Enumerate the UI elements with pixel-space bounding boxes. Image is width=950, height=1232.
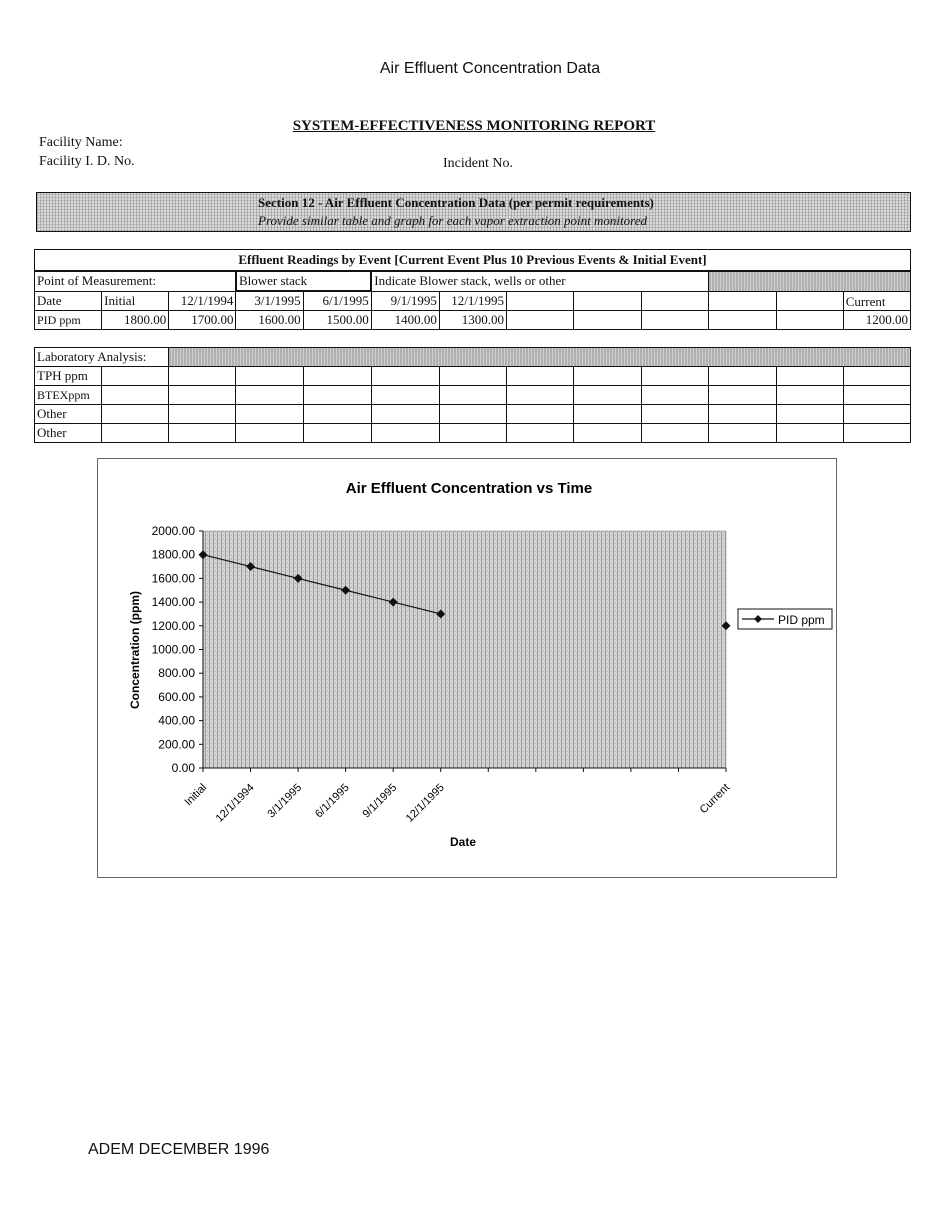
y-tick-label: 200.00 bbox=[158, 737, 195, 752]
shaded-cell bbox=[709, 271, 911, 291]
lab-value-cell[interactable] bbox=[303, 386, 371, 405]
facility-name-label: Facility Name: bbox=[39, 135, 123, 150]
lab-value-cell[interactable] bbox=[303, 367, 371, 386]
section-title: Section 12 - Air Effluent Concentration Data (per permit requirements) bbox=[258, 195, 654, 210]
lab-row bbox=[35, 367, 911, 386]
page-title: Air Effluent Concentration Data bbox=[379, 60, 601, 77]
lab-value-cell[interactable] bbox=[236, 367, 303, 386]
x-tick-label: 12/1/1995 bbox=[403, 781, 447, 825]
lab-row-label: Other bbox=[35, 424, 102, 443]
legend-label: PID ppm bbox=[778, 613, 825, 627]
pid-value-cell[interactable] bbox=[574, 311, 642, 330]
point-value[interactable]: Blower stack bbox=[236, 271, 371, 291]
plot-area bbox=[203, 531, 726, 768]
lab-value-cell[interactable] bbox=[439, 405, 506, 424]
lab-value-cell[interactable] bbox=[439, 367, 506, 386]
pid-value-cell[interactable] bbox=[709, 311, 776, 330]
date-cell[interactable]: Current bbox=[843, 291, 910, 311]
lab-value-cell[interactable] bbox=[169, 367, 236, 386]
x-tick-label: 3/1/1995 bbox=[265, 781, 305, 821]
date-row bbox=[35, 291, 911, 311]
lab-value-cell[interactable] bbox=[169, 424, 236, 443]
x-tick-label: 6/1/1995 bbox=[312, 781, 352, 821]
effluent-table bbox=[34, 270, 911, 330]
date-cell[interactable]: 3/1/1995 bbox=[236, 291, 303, 311]
lab-header-label: Laboratory Analysis: bbox=[35, 348, 169, 367]
lab-value-cell[interactable] bbox=[642, 367, 709, 386]
lab-value-cell[interactable] bbox=[776, 367, 843, 386]
lab-value-cell[interactable] bbox=[776, 386, 843, 405]
lab-row bbox=[35, 386, 911, 405]
date-cell[interactable] bbox=[574, 291, 642, 311]
pid-value-cell[interactable]: 1500.00 bbox=[303, 311, 371, 330]
lab-value-cell[interactable] bbox=[843, 424, 910, 443]
shaded-cell bbox=[169, 348, 911, 367]
date-cell[interactable]: 6/1/1995 bbox=[303, 291, 371, 311]
date-cell[interactable] bbox=[642, 291, 709, 311]
x-tick-label: 12/1/1994 bbox=[213, 781, 257, 825]
lab-analysis-table bbox=[34, 347, 911, 443]
lab-row bbox=[35, 424, 911, 443]
y-tick-label: 400.00 bbox=[158, 713, 195, 728]
lab-value-cell[interactable] bbox=[574, 386, 642, 405]
pid-value-cell[interactable] bbox=[642, 311, 709, 330]
lab-value-cell[interactable] bbox=[709, 405, 776, 424]
lab-value-cell[interactable] bbox=[642, 405, 709, 424]
lab-value-cell[interactable] bbox=[439, 386, 506, 405]
point-hint: Indicate Blower stack, wells or other bbox=[371, 271, 709, 291]
x-tick-label: 9/1/1995 bbox=[360, 781, 400, 821]
lab-value-cell[interactable] bbox=[303, 424, 371, 443]
report-title: SYSTEM-EFFECTIVENESS MONITORING REPORT bbox=[292, 118, 656, 134]
point-label: Point of Measurement: bbox=[35, 271, 236, 291]
lab-value-cell[interactable] bbox=[574, 367, 642, 386]
lab-value-cell[interactable] bbox=[574, 405, 642, 424]
pid-value-cell[interactable]: 1200.00 bbox=[843, 311, 910, 330]
lab-value-cell[interactable] bbox=[371, 405, 439, 424]
y-tick-label: 1400.00 bbox=[151, 595, 195, 610]
date-label: Date bbox=[35, 291, 102, 311]
y-tick-label: 1800.00 bbox=[151, 547, 195, 562]
lab-header-row bbox=[35, 348, 911, 367]
lab-value-cell[interactable] bbox=[371, 367, 439, 386]
lab-value-cell[interactable] bbox=[169, 405, 236, 424]
lab-value-cell[interactable] bbox=[439, 424, 506, 443]
lab-value-cell[interactable] bbox=[371, 424, 439, 443]
footer: ADEM DECEMBER 1996 bbox=[88, 1141, 270, 1158]
pid-value-cell[interactable] bbox=[776, 311, 843, 330]
date-cell[interactable] bbox=[507, 291, 574, 311]
lab-value-cell[interactable] bbox=[236, 424, 303, 443]
lab-value-cell[interactable] bbox=[776, 424, 843, 443]
concentration-chart bbox=[97, 458, 837, 878]
y-tick-label: 1600.00 bbox=[151, 571, 195, 586]
lab-value-cell[interactable] bbox=[102, 405, 169, 424]
lab-value-cell[interactable] bbox=[236, 386, 303, 405]
y-axis-label: Concentration (ppm) bbox=[128, 591, 142, 709]
incident-no-label: Incident No. bbox=[443, 156, 513, 171]
pid-label: PID ppm bbox=[35, 311, 102, 330]
lab-value-cell[interactable] bbox=[506, 424, 573, 443]
pid-row bbox=[35, 311, 911, 330]
pid-value-cell[interactable]: 1600.00 bbox=[236, 311, 303, 330]
x-tick-label: Initial bbox=[182, 781, 210, 809]
x-axis-label: Date bbox=[449, 835, 477, 849]
date-cell[interactable]: 9/1/1995 bbox=[371, 291, 439, 311]
y-tick-label: 800.00 bbox=[158, 666, 195, 681]
pid-value-cell[interactable]: 1300.00 bbox=[439, 311, 506, 330]
date-cell[interactable]: 12/1/1994 bbox=[169, 291, 236, 311]
lab-value-cell[interactable] bbox=[371, 386, 439, 405]
lab-value-cell[interactable] bbox=[843, 386, 910, 405]
x-tick-label: Current bbox=[697, 781, 733, 817]
pid-value-cell[interactable]: 1800.00 bbox=[102, 311, 169, 330]
lab-value-cell[interactable] bbox=[843, 405, 910, 424]
lab-value-cell[interactable] bbox=[169, 386, 236, 405]
y-tick-label: 600.00 bbox=[158, 689, 195, 704]
lab-row-label: Other bbox=[35, 405, 102, 424]
lab-value-cell[interactable] bbox=[642, 386, 709, 405]
chart-title: Air Effluent Concentration vs Time bbox=[345, 480, 593, 497]
pid-value-cell[interactable]: 1700.00 bbox=[169, 311, 236, 330]
lab-value-cell[interactable] bbox=[709, 424, 776, 443]
lab-value-cell[interactable] bbox=[102, 386, 169, 405]
lab-value-cell[interactable] bbox=[843, 367, 910, 386]
y-tick-label: 1200.00 bbox=[151, 618, 195, 633]
lab-value-cell[interactable] bbox=[303, 405, 371, 424]
y-tick-label: 0.00 bbox=[171, 761, 195, 775]
pid-value-cell[interactable] bbox=[507, 311, 574, 330]
date-cell[interactable]: 12/1/1995 bbox=[439, 291, 506, 311]
lab-value-cell[interactable] bbox=[506, 405, 573, 424]
y-tick-label: 2000.00 bbox=[151, 524, 195, 538]
pid-value-cell[interactable]: 1400.00 bbox=[371, 311, 439, 330]
section-subtitle: Provide similar table and graph for each vapor extraction point monitored bbox=[258, 213, 647, 228]
point-row bbox=[35, 271, 911, 291]
chart-legend bbox=[738, 609, 832, 629]
lab-value-cell[interactable] bbox=[102, 424, 169, 443]
lab-value-cell[interactable] bbox=[102, 367, 169, 386]
lab-value-cell[interactable] bbox=[709, 386, 776, 405]
lab-row-label: TPH ppm bbox=[35, 367, 102, 386]
lab-value-cell[interactable] bbox=[642, 424, 709, 443]
lab-value-cell[interactable] bbox=[506, 386, 573, 405]
date-cell[interactable] bbox=[709, 291, 776, 311]
y-tick-label: 1000.00 bbox=[151, 642, 195, 657]
lab-value-cell[interactable] bbox=[709, 367, 776, 386]
lab-row-label: BTEXppm bbox=[35, 386, 102, 405]
lab-value-cell[interactable] bbox=[236, 405, 303, 424]
lab-value-cell[interactable] bbox=[776, 405, 843, 424]
facility-id-label: Facility I. D. No. bbox=[39, 154, 135, 169]
lab-row bbox=[35, 405, 911, 424]
effluent-table-header: Effluent Readings by Event [Current Event Plus 10 Previous Events & Initial Event] bbox=[34, 249, 911, 271]
lab-value-cell[interactable] bbox=[506, 367, 573, 386]
lab-value-cell[interactable] bbox=[574, 424, 642, 443]
date-cell[interactable]: Initial bbox=[102, 291, 169, 311]
date-cell[interactable] bbox=[776, 291, 843, 311]
